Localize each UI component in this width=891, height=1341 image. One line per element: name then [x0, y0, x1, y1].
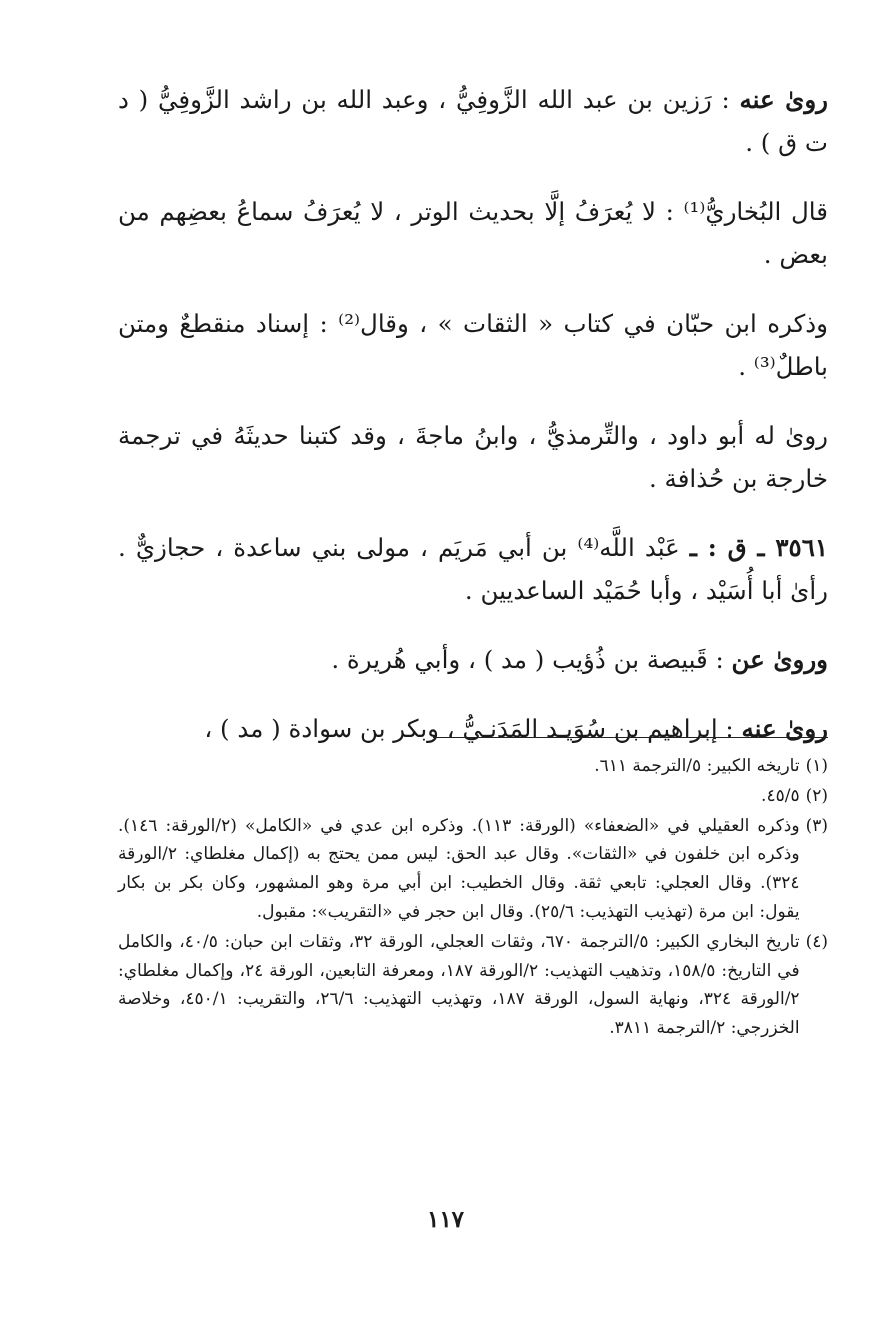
footnote-text: وذكره العقيلي في «الضعفاء» (الورقة: ١١٣). وذكره ابن عدي في «الكامل» (٢/الورقة: ١٤٦). وذكره ابن خلفون في «الثقات». وقال عبد الحق: ليس ممن يحتج به (إكمال مغلطاي: ٢/الورقة ٣٢٤). وقال العجلي: تابعي ثقة. وقال الخطيب: ابن أبي مرة وهو المشهور، وكان بكر بن بكار يقول: ابن مرة (تهذيب التهذيب: ٢٥/٦). وقال ابن حجر في «التقريب»: مقبول. [118, 815, 800, 922]
paragraph [118, 638, 828, 681]
paragraph [118, 302, 828, 388]
narrators-from-label: رویٰ عنه [741, 714, 828, 743]
paragraph-text: : رَزين بن عبد الله الزَّوفِيُّ ، وعبد الله بن راشد الزَّوفِيُّ ( د ت ق ) . [118, 85, 828, 157]
footnotes [118, 752, 828, 1044]
paragraph-text: : قَبيصة بن ذُؤيب ( مد ) ، وأبي هُريرة . [331, 645, 732, 674]
paragraph [118, 707, 828, 750]
narrators-from-label: رویٰ عنه [739, 85, 829, 114]
paragraph-text: وذكره ابن حبّان في كتاب « الثقات » ، وقال⁽²⁾ : إسناد منقطعٌ ومتن باطلٌ⁽³⁾ . [118, 309, 829, 381]
paragraph [118, 78, 828, 164]
paragraph [118, 526, 828, 612]
footnote-mark: (١) [805, 756, 828, 776]
paragraph-text: : إبراهيم بن سُوَيـد المَدَنـيُّ ، وبكر بن سوادة ( مد ) ، [204, 714, 742, 743]
footnote [118, 928, 828, 1043]
page-number: ١١٧ [426, 1206, 465, 1233]
footnote-mark: (٣) [805, 815, 828, 836]
narrated-from-label: ورویٰ عن [731, 645, 828, 674]
footnote-mark: (٤) [805, 931, 828, 952]
paragraph-text: قال البُخاريُّ⁽¹⁾ : لا يُعرَفُ إلَّا بحديث الوتر ، لا يُعرَفُ سماعُ بعضِهم من بعض . [118, 197, 828, 269]
paragraph [118, 190, 828, 276]
footnote [118, 752, 828, 781]
footnote [118, 782, 828, 811]
footnote-text: ٤٥/٥. [761, 785, 800, 806]
entry-number: ٣٥٦١ ـ ق : ـ [689, 533, 829, 562]
paragraph-text: رویٰ له أبو داود ، والتِّرمذيُّ ، وابنُ ماجةَ ، وقد كتبنا حديثَهُ في ترجمة خارجة بن حُذافة . [118, 421, 828, 493]
footnote [118, 812, 828, 927]
footnote-divider [433, 737, 828, 738]
footnote-mark: (٢) [805, 785, 828, 806]
paragraph [118, 414, 828, 500]
footnote-text: تاريخه الكبير: ٥/الترجمة ٦١١. [594, 756, 800, 776]
paragraph-text: عَبْد اللَّه⁽⁴⁾ بن أبي مَريَم ، مولى بني ساعدة ، حجازيٌّ . رأىٰ أبا أُسَيْد ، وأبا حُمَيْد الساعديين . [118, 533, 828, 605]
main-text [118, 78, 828, 776]
footnote-text: تاريخ البخاري الكبير: ٥/الترجمة ٦٧٠، وثقات العجلي، الورقة ٣٢، وثقات ابن حبان: ٤٠/٥، والكامل في التاريخ: ١٥٨/٥، وتذهيب التهذيب: ٢/الورقة ١٨٧، ومعرفة التابعين، الورقة ٢٤، وإكمال مغلطاي: ٢/الورقة ٣٢٤، ونهاية السول، الورقة ١٨٧، وتهذيب التهذيب: ٢٦/٦، والتقريب: ٤٥٠/١، وخلاصة الخزرجي: ٢/الترجمة ٣٨١١. [118, 931, 800, 1039]
